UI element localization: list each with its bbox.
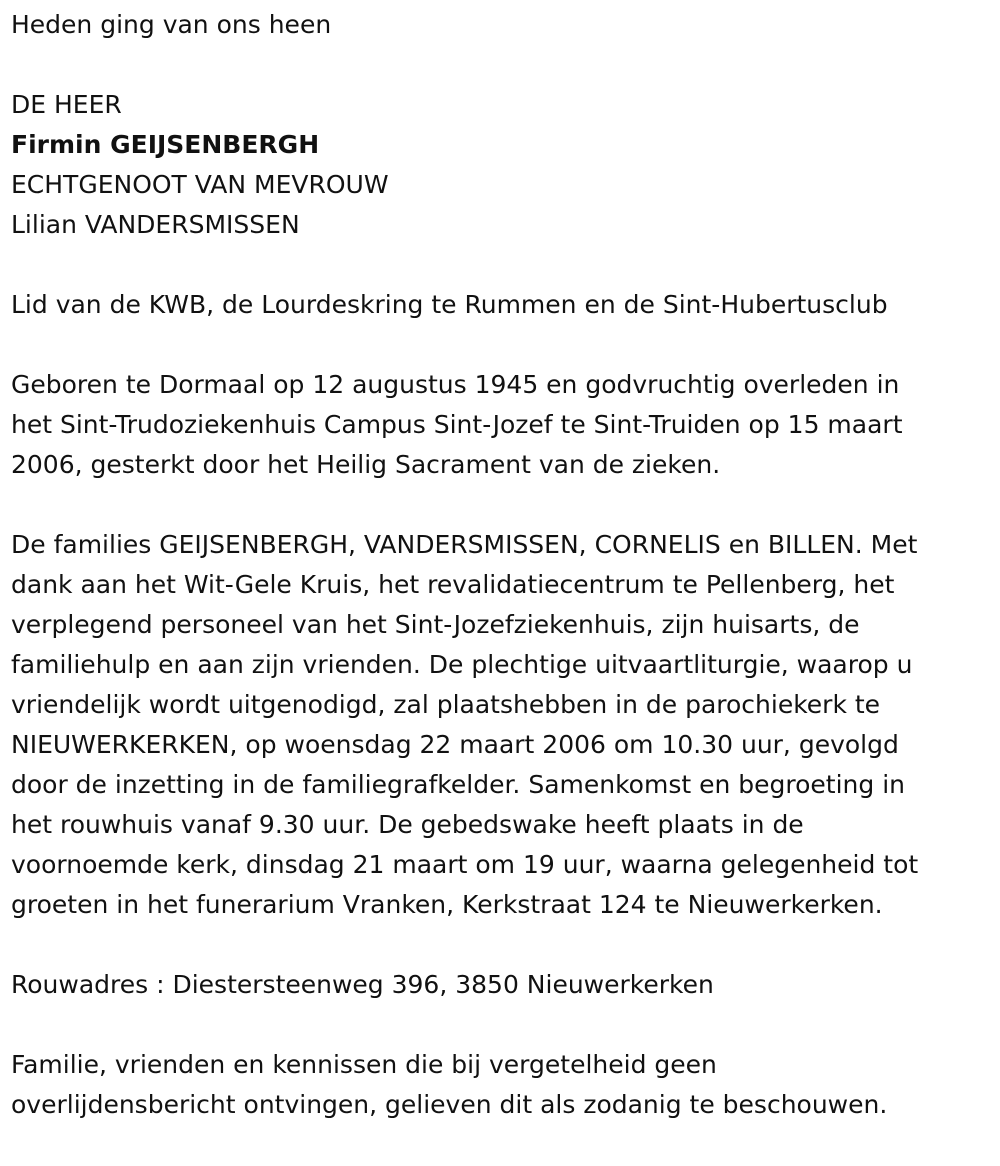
paragraph-line: groeten in het funerarium Vranken, Kerkstraat 124 te Nieuwerkerken.	[11, 890, 883, 919]
paragraph-line: door de inzetting in de familiegrafkelder. Samenkomst en begroeting in	[11, 770, 905, 799]
spacer	[11, 325, 986, 365]
mourning-address: Rouwadres : Diestersteenweg 396, 3850 Nieuwerkerken	[11, 970, 714, 999]
spacer	[11, 925, 986, 965]
spacer	[11, 1005, 986, 1045]
birth-death-paragraph	[11, 365, 986, 485]
paragraph-line: het rouwhuis vanaf 9.30 uur. De gebedswake heeft plaats in de	[11, 810, 804, 839]
paragraph-line: Geboren te Dormaal op 12 augustus 1945 en godvruchtig overleden in	[11, 370, 900, 399]
spacer	[11, 245, 986, 285]
families-paragraph	[11, 525, 986, 925]
title-prefix: DE HEER	[11, 90, 122, 119]
spacer	[11, 45, 986, 85]
spouse-label: ECHTGENOOT VAN MEVROUW	[11, 170, 389, 199]
paragraph-line: 2006, gesterkt door het Heilig Sacrament van de zieken.	[11, 450, 721, 479]
paragraph-line: De families GEIJSENBERGH, VANDERSMISSEN, CORNELIS en BILLEN. Met	[11, 530, 918, 559]
paragraph-line: dank aan het Wit-Gele Kruis, het revalidatiecentrum te Pellenberg, het	[11, 570, 895, 599]
membership-text: Lid van de KWB, de Lourdeskring te Rummen en de Sint-Hubertusclub	[11, 290, 888, 319]
paragraph-line: verplegend personeel van het Sint-Jozefziekenhuis, zijn huisarts, de	[11, 610, 860, 639]
paragraph-line: overlijdensbericht ontvingen, gelieven dit als zodanig te beschouwen.	[11, 1090, 888, 1119]
paragraph-line: familiehulp en aan zijn vrienden. De plechtige uitvaartliturgie, waarop u	[11, 650, 913, 679]
paragraph-line: vriendelijk wordt uitgenodigd, zal plaatshebben in de parochiekerk te	[11, 690, 881, 719]
deceased-name: Firmin GEIJSENBERGH	[11, 130, 320, 159]
paragraph-line: het Sint-Trudoziekenhuis Campus Sint-Jozef te Sint-Truiden op 15 maart	[11, 410, 903, 439]
spacer	[11, 485, 986, 525]
obituary-notice	[11, 5, 986, 1125]
paragraph-line: NIEUWERKERKEN, op woensdag 22 maart 2006 om 10.30 uur, gevolgd	[11, 730, 899, 759]
paragraph-line: voornoemde kerk, dinsdag 21 maart om 19 uur, waarna gelegenheid tot	[11, 850, 919, 879]
intro-text: Heden ging van ons heen	[11, 10, 332, 39]
closing-paragraph	[11, 1045, 986, 1125]
paragraph-line: Familie, vrienden en kennissen die bij vergetelheid geen	[11, 1050, 717, 1079]
spouse-name: Lilian VANDERSMISSEN	[11, 210, 300, 239]
